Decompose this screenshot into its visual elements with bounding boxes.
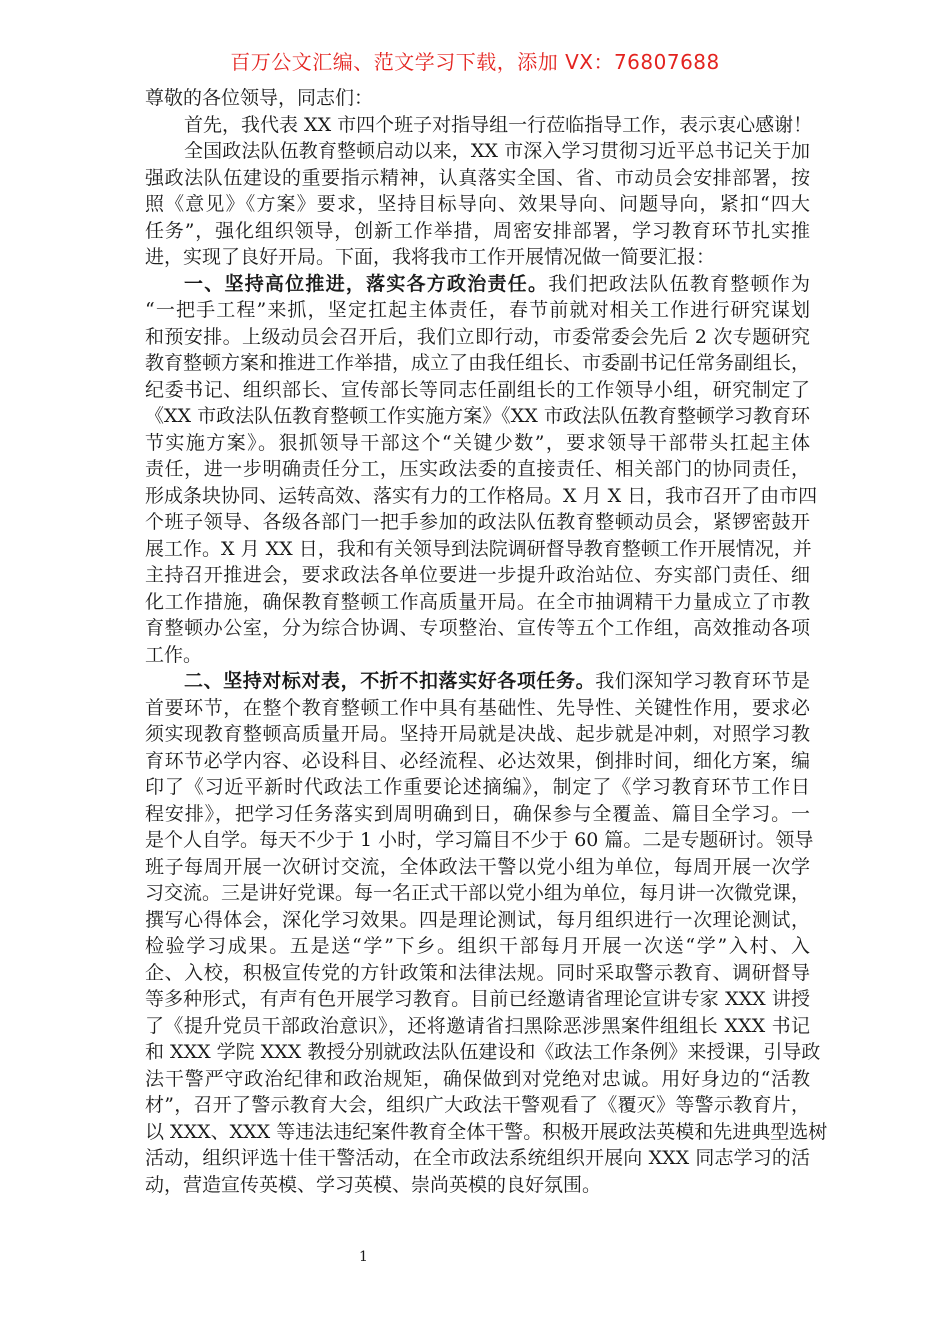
line-text: 首要环节，在整个教育整顿工作中具有基础性、先导性、关键性作用，要求必 xyxy=(145,696,810,719)
document-body xyxy=(145,85,828,1198)
text-line xyxy=(145,430,810,457)
line-text: 印了《习近平新时代政法工作重要论述摘编》，制定了《学习教育环节工作日 xyxy=(145,776,810,798)
line-text: 以 XXX、XXX 等违法违纪案件教育全体干警。积极开展政法英模和先进典型选树 xyxy=(145,1120,828,1143)
text-line xyxy=(145,483,818,510)
line-text: 我们把政法队伍教育整顿作为 xyxy=(548,272,810,295)
text-line xyxy=(145,854,810,881)
text-line xyxy=(145,218,810,245)
text-line xyxy=(145,721,810,748)
line-text: 任务”，强化组织领导，创新工作举措，周密安排部署，学习教育环节扎实推 xyxy=(145,219,810,242)
text-line xyxy=(145,324,810,351)
line-text: 我们深知学习教育环节是 xyxy=(595,670,810,692)
line-text: 教育整顿方案和推进工作举措，成立了由我任组长、市委副书记任常务副组长， xyxy=(145,352,811,374)
text-line xyxy=(145,536,810,563)
text-line xyxy=(145,1013,810,1040)
text-line xyxy=(145,1039,821,1066)
line-text: 材”，召开了警示教育大会，组织广大政法干警观看了《覆灭》等警示教育片， xyxy=(145,1094,810,1116)
line-text: 化工作措施，确保教育整顿工作高质量开局。在全市抽调精干力量成立了市教 xyxy=(145,590,810,613)
line-text: 进，实现了良好开局。下面，我将我市工作开展情况做一简要汇报： xyxy=(145,246,716,268)
line-text: 首先，我代表 XX 市四个班子对指导组一行莅临指导工作，表示衷心感谢！ xyxy=(184,113,813,136)
line-text: 是个人自学。每天不少于 1 小时，学习篇目不少于 60 篇。二是专题研讨。领导 xyxy=(145,829,814,851)
line-text: 企、入校，积极宣传党的方针政策和法律法规。同时采取警示教育、调研督导 xyxy=(145,961,810,984)
text-line xyxy=(145,933,810,960)
line-text: 责任，进一步明确责任分工，压实政法委的直接责任、相关部门的协同责任， xyxy=(145,458,810,480)
page-number: 1 xyxy=(359,1249,368,1265)
line-text: 尊敬的各位领导，同志们： xyxy=(145,87,374,109)
text-line xyxy=(145,986,810,1013)
text-line xyxy=(145,801,810,828)
line-text: 了《提升党员干部政治意识》，还将邀请省扫黑除恶涉黑案件组组长 XXX 书记 xyxy=(145,1014,810,1037)
line-text: 展工作。X 月 XX 日，我和有关领导到法院调研督导教育整顿工作开展情况，并 xyxy=(145,537,812,560)
text-line xyxy=(145,960,810,987)
line-text: 育环节必学内容、必设科目、必经流程、必达效果，倒排时间，细化方案，编 xyxy=(145,749,810,772)
section-heading: 二、坚持对标对表，不折不扣落实好各项任务。 xyxy=(184,670,596,692)
line-text: 活动，组织评选十佳干警活动，在全市政法系统组织开展向 XXX 同志学习的活 xyxy=(145,1147,810,1169)
text-line xyxy=(145,271,810,298)
text-line xyxy=(145,112,813,139)
line-text: 须实现教育整顿高质量开局。坚持开局就是决战、起步就是冲刺，对照学习教 xyxy=(145,723,810,745)
line-text: 动，营造宣传英模、学习英模、崇尚英模的良好氛围。 xyxy=(145,1173,602,1196)
line-text: 习交流。三是讲好党课。每一名正式干部以党小组为单位，每月讲一次微党课， xyxy=(145,882,811,904)
text-line xyxy=(145,377,810,404)
text-line xyxy=(145,827,814,854)
text-line xyxy=(145,589,810,616)
text-line xyxy=(145,1145,810,1172)
text-line xyxy=(145,642,810,669)
line-text: 强政法队伍建设的重要指示精神，认真落实全国、省、市动员会安排部署，按 xyxy=(145,166,810,189)
line-text: 程安排》，把学习任务落实到周明确到日，确保参与全覆盖、篇目全学习。一 xyxy=(145,802,810,825)
line-text: 照《意见》《方案》要求，坚持目标导向、效果导向、问题导向，紧扣“四大 xyxy=(145,193,810,215)
line-text: 工作。 xyxy=(145,643,203,666)
text-line xyxy=(145,509,810,536)
text-line xyxy=(145,748,810,775)
text-line xyxy=(145,1092,810,1119)
line-text: 检验学习成果。五是送“学”下乡。组织干部每月开展一次送“学”入村、入 xyxy=(145,935,810,957)
text-line xyxy=(145,880,810,907)
text-line xyxy=(145,85,810,112)
text-line xyxy=(145,350,810,377)
text-line xyxy=(145,907,810,934)
section-heading: 一、坚持高位推进，落实各方政治责任。 xyxy=(184,272,549,295)
line-text: 节实施方案》。狠抓领导干部这个“关键少数”，要求领导干部带头扛起主体 xyxy=(145,431,810,454)
line-text: 全国政法队伍教育整顿启动以来，XX 市深入学习贯彻习近平总书记关于加 xyxy=(184,140,810,162)
text-line xyxy=(145,1066,810,1093)
line-text: 个班子领导、各级各部门一把手参加的政法队伍教育整顿动员会，紧锣密鼓开 xyxy=(145,511,810,533)
line-text: 《XX 市政法队伍教育整顿工作实施方案》《XX 市政法队伍教育整顿学习教育环 xyxy=(145,405,810,427)
line-text: 主持召开推进会，要求政法各单位要进一步提升政治站位、夯实部门责任、细 xyxy=(145,564,810,586)
text-line xyxy=(145,1172,810,1199)
line-text: 等多种形式，有声有色开展学习教育。目前已经邀请省理论宣讲专家 XXX 讲授 xyxy=(145,988,810,1010)
text-line xyxy=(145,191,810,218)
line-text: “一把手工程”来抓，坚定扛起主体责任，春节前就对相关工作进行研究谋划 xyxy=(145,299,810,321)
line-text: 班子每周开展一次研讨交流，全体政法干警以党小组为单位，每周开展一次学 xyxy=(145,855,810,878)
text-line xyxy=(145,774,810,801)
line-text: 和预安排。上级动员会召开后，我们立即行动，市委常委会先后 2 次专题研究 xyxy=(145,325,810,348)
line-text: 和 XXX 学院 XXX 教授分别就政法队伍建设和《政法工作条例》来授课，引导政 xyxy=(145,1041,821,1063)
text-line xyxy=(145,297,810,324)
text-line xyxy=(145,456,810,483)
text-line xyxy=(145,1119,828,1146)
line-text: 法干警严守政治纪律和政治规矩，确保做到对党绝对忠诚。用好身边的“活教 xyxy=(145,1067,810,1090)
line-text: 纪委书记、组织部长、宣传部长等同志任副组长的工作领导小组，研究制定了 xyxy=(145,378,810,401)
line-text: 形成条块协同、运转高效、落实有力的工作格局。X 月 X 日，我市召开了由市四 xyxy=(145,484,818,507)
line-text: 撰写心得体会，深化学习效果。四是理论测试，每月组织进行一次理论测试， xyxy=(145,908,810,931)
text-line xyxy=(145,244,810,271)
line-text: 育整顿办公室，分为综合协调、专项整治、宣传等五个工作组，高效推动各项 xyxy=(145,617,810,639)
download-banner: 百万公文汇编、范文学习下载，添加 VX：76807688 xyxy=(230,50,720,74)
text-line xyxy=(145,668,810,695)
text-line xyxy=(145,138,810,165)
text-line xyxy=(145,615,810,642)
text-line xyxy=(145,695,810,722)
text-line xyxy=(145,403,810,430)
text-line xyxy=(145,562,810,589)
text-line xyxy=(145,165,810,192)
